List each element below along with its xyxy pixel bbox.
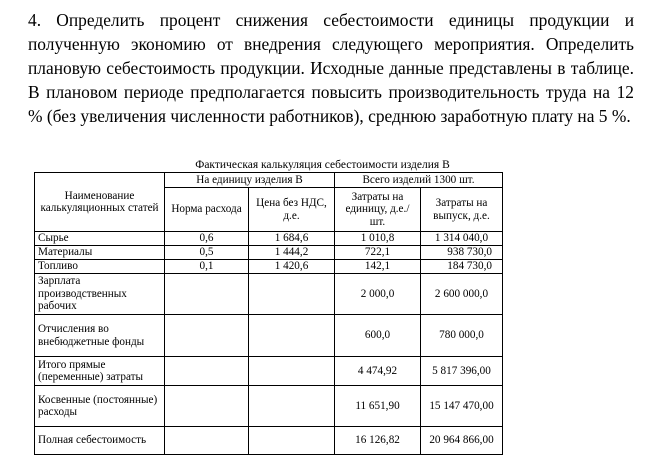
row-cost-total: 1 314 040,0 — [421, 232, 503, 246]
header-cost-unit: Затраты на единицу, д.е./шт. — [335, 188, 421, 232]
row-name: Отчисления во внебюджетные фонды — [35, 315, 165, 357]
row-price: 1 684,6 — [249, 232, 335, 246]
row-price — [249, 357, 335, 386]
row-price: 1 444,2 — [249, 246, 335, 260]
row-cost-total: 2 600 000,0 — [421, 274, 503, 315]
header-per-unit: На единицу изделия В — [165, 173, 335, 188]
header-norm: Норма расхода — [165, 188, 249, 232]
row-norm: 0,5 — [165, 246, 249, 260]
cost-table — [34, 172, 503, 455]
row-cost-total: 5 817 396,00 — [421, 357, 503, 386]
row-name: Косвенные (постоянные) расходы — [35, 386, 165, 427]
table-row — [35, 357, 503, 386]
row-cost-unit: 600,0 — [335, 315, 421, 357]
header-cost-total: Затраты на выпуск, д.е. — [421, 188, 503, 232]
table-row — [35, 386, 503, 427]
header-name: Наименование калькуляционных статей — [35, 173, 165, 232]
row-cost-total: 15 147 470,00 — [421, 386, 503, 427]
table-row — [35, 232, 503, 246]
row-cost-unit: 11 651,90 — [335, 386, 421, 427]
row-cost-unit: 1 010,8 — [335, 232, 421, 246]
row-cost-unit: 142,1 — [335, 260, 421, 274]
row-norm — [165, 357, 249, 386]
row-cost-unit: 722,1 — [335, 246, 421, 260]
row-norm: 0,6 — [165, 232, 249, 246]
table-header-row — [35, 173, 503, 188]
row-name: Зарплата производственных рабочих — [35, 274, 165, 315]
row-cost-unit: 2 000,0 — [335, 274, 421, 315]
header-price: Цена без НДС, д.е. — [249, 188, 335, 232]
row-price: 1 420,6 — [249, 260, 335, 274]
row-norm — [165, 315, 249, 357]
table-row — [35, 274, 503, 315]
row-name: Материалы — [35, 246, 165, 260]
row-cost-total: 20 964 866,00 — [421, 427, 503, 455]
row-cost-unit: 4 474,92 — [335, 357, 421, 386]
row-name: Полная себестоимость — [35, 427, 165, 455]
row-norm: 0,1 — [165, 260, 249, 274]
table-row — [35, 260, 503, 274]
row-name: Сырье — [35, 232, 165, 246]
row-name: Топливо — [35, 260, 165, 274]
row-price — [249, 274, 335, 315]
row-name: Итого прямые (переменные) затраты — [35, 357, 165, 386]
row-cost-unit: 16 126,82 — [335, 427, 421, 455]
row-cost-total: 780 000,0 — [421, 315, 503, 357]
header-total: Всего изделий 1300 шт. — [335, 173, 503, 188]
table-row — [35, 315, 503, 357]
row-norm — [165, 386, 249, 427]
table-row — [35, 427, 503, 455]
row-norm — [165, 427, 249, 455]
table-row — [35, 246, 503, 260]
row-cost-total: 184 730,0 — [421, 260, 503, 274]
task-text: 4. Определить процент снижения себестоимости единицы продукции и полученную экономию от внедрения следующего мероприятия. Определить плановую себестоимость продукции. Исходные данные представлены в таблице. В плановом периоде предполагается повысить производительность труда на 12 % (без увеличения численности работников), среднюю заработную плату на 5 %. — [28, 10, 634, 126]
row-price — [249, 386, 335, 427]
row-price — [249, 427, 335, 455]
row-price — [249, 315, 335, 357]
row-cost-total: 938 730,0 — [421, 246, 503, 260]
table-caption: Фактическая калькуляция себестоимости изделия В — [195, 159, 450, 171]
row-norm — [165, 274, 249, 315]
